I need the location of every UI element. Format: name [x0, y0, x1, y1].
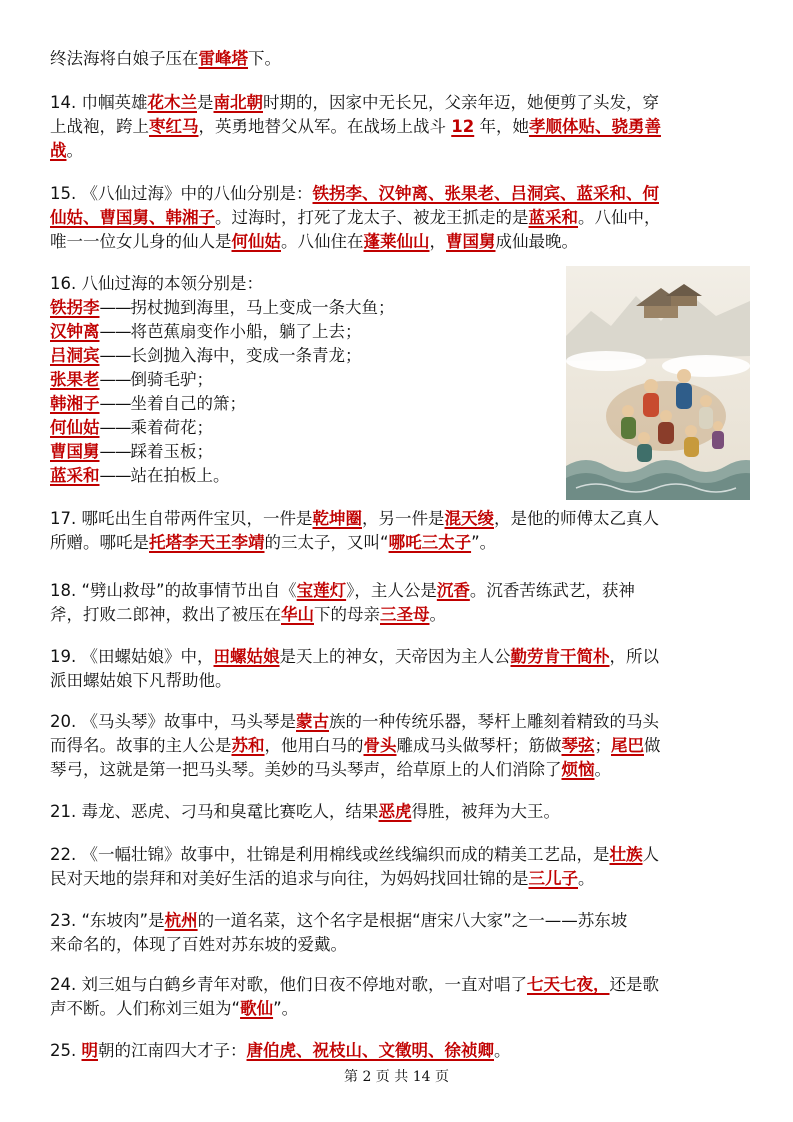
answer-text: 唐伯虎、祝枝山、文徵明、徐祯卿	[246, 1041, 494, 1060]
immortal-name: 蓝采和	[50, 466, 100, 485]
body-text: 琴弓，这就是第一把马头琴。美妙的马头琴声，给草原上的人们消除了	[50, 760, 562, 779]
answer-text: 仙姑、曹国舅、韩湘子	[50, 208, 215, 227]
answer-text: 歌仙	[240, 999, 274, 1018]
answer-text: 壮族	[609, 845, 643, 864]
paragraph-16-title: 16. 八仙过海的本领分别是：	[50, 274, 263, 293]
list-item	[50, 296, 560, 320]
body-text: 。	[594, 760, 611, 779]
body-text: 声不断。人们称刘三姐为“	[50, 999, 241, 1018]
body-text: 。	[494, 1041, 511, 1060]
paragraph-14	[50, 91, 750, 163]
list-item	[50, 440, 560, 464]
body-text: 而得名。故事的主人公是	[50, 736, 232, 755]
dash-separator: ——	[99, 466, 131, 485]
answer-text: 沉香	[436, 581, 470, 600]
paragraph-22	[50, 843, 750, 891]
immortal-ability: 倒骑毛驴；	[130, 370, 213, 389]
answer-text: 杭州	[164, 911, 198, 930]
body-text: 14. 巾帼英雄	[50, 93, 148, 112]
immortal-name: 韩湘子	[50, 394, 100, 413]
list-item	[50, 368, 560, 392]
body-text: 。沉香苦练武艺，获神	[469, 581, 635, 600]
immortal-ability: 拐杖抛到海里，马上变成一条大鱼；	[130, 298, 395, 317]
answer-text: 铁拐李、汉钟离、张果老、吕洞宾、蓝采和、何	[312, 184, 659, 203]
body-text: 时期的，因家中无长兄，父亲年迈，她便剪了头发，穿	[263, 93, 659, 112]
dash-separator: ——	[99, 394, 131, 413]
answer-text: 明	[81, 1041, 98, 1060]
answer-text: 苏和	[231, 736, 265, 755]
paragraph-20	[50, 710, 750, 782]
answer-text: 孝顺体贴、骁勇善	[528, 117, 661, 136]
page-footer: 第 2 页 共 14 页	[344, 1069, 449, 1085]
answer-text: 三圣母	[380, 605, 430, 624]
answer-text: 蓝采和	[528, 208, 578, 227]
body-text: 24. 刘三姐与白鹤乡青年对歌，他们日夜不停地对歌，一直对唱了	[50, 975, 527, 994]
body-text: 。过海时，打死了龙太子、被龙王抓走的是	[215, 208, 529, 227]
list-item	[50, 344, 560, 368]
body-text: 的三太子，又叫“	[264, 533, 389, 552]
answer-text: 12	[451, 117, 475, 136]
paragraph-23	[50, 909, 750, 957]
paragraph-19	[50, 645, 750, 693]
paragraph-17	[50, 507, 750, 555]
paragraph-25	[50, 1039, 750, 1063]
eight-immortals-painting	[566, 266, 750, 500]
answer-text: 花木兰	[147, 93, 197, 112]
immortal-ability: 坐着自己的箫；	[130, 394, 246, 413]
immortal-ability: 长剑抛入海中，变成一条青龙；	[130, 346, 362, 365]
dash-separator: ——	[99, 442, 131, 461]
body-text: 下的母亲	[314, 605, 380, 624]
immortal-name: 张果老	[50, 370, 100, 389]
answer-text: 混天绫	[444, 509, 494, 528]
body-text: 下。	[248, 49, 281, 68]
dash-separator: ——	[99, 346, 131, 365]
immortal-ability: 乘着荷花；	[130, 418, 213, 437]
body-text: 雕成马头做琴杆；筋做	[396, 736, 562, 755]
body-text: 17. 哪吒出生自带两件宝贝，一件是	[50, 509, 313, 528]
answer-text: 雷峰塔	[198, 49, 248, 68]
answer-text: 华山	[281, 605, 314, 624]
body-text: 》，主人公是	[346, 581, 437, 600]
body-text: 15. 《八仙过海》中的八仙分别是：	[50, 184, 313, 203]
body-text: 。	[578, 869, 595, 888]
body-text: 20. 《马头琴》故事中，马头琴是	[50, 712, 296, 731]
immortal-name: 铁拐李	[50, 298, 100, 317]
immortal-ability: 踩着玉板；	[130, 442, 213, 461]
body-text: 做	[644, 736, 661, 755]
answer-text: 何仙姑	[231, 232, 281, 251]
body-text: 年，她	[474, 117, 529, 136]
eight-immortals-list	[50, 296, 560, 488]
body-text: 来命名的，体现了百姓对苏东坡的爱戴。	[50, 935, 347, 954]
answer-text: 枣红马	[149, 117, 199, 136]
body-text: 民对天地的崇拜和对美好生活的追求与向往，为妈妈找回壮锦的是	[50, 869, 529, 888]
answer-text: 勤劳肯干简朴	[510, 647, 610, 666]
dash-separator: ——	[99, 370, 131, 389]
answer-text: 恶虎	[378, 802, 412, 821]
body-text: ，是他的师傅太乙真人	[494, 509, 659, 528]
list-item	[50, 320, 560, 344]
list-item	[50, 392, 560, 416]
body-text: 是天上的神女，天帝因为主人公	[279, 647, 511, 666]
body-text: 派田螺姑娘下凡帮助他。	[50, 671, 232, 690]
answer-text: 烦恼	[561, 760, 595, 779]
answer-text: 曹国舅	[446, 232, 496, 251]
immortal-name: 曹国舅	[50, 442, 100, 461]
paragraph-21	[50, 800, 750, 824]
body-text: 斧，打败二郎神，救出了被压在	[50, 605, 281, 624]
body-text: 。	[66, 141, 83, 160]
answer-text: 七天七夜，	[527, 975, 610, 994]
answer-text: 骨头	[363, 736, 397, 755]
list-item	[50, 416, 560, 440]
paragraph-24	[50, 973, 750, 1021]
answer-text: 尾巴	[611, 736, 644, 755]
body-text: 是	[197, 93, 214, 112]
body-text: 朝的江南四大才子：	[98, 1041, 247, 1060]
body-text: 得胜，被拜为大王。	[411, 802, 560, 821]
list-item	[50, 464, 560, 488]
dash-separator: ——	[99, 298, 131, 317]
body-text: 23. “东坡肉”是	[50, 911, 165, 930]
immortal-name: 何仙姑	[50, 418, 100, 437]
paragraph-18	[50, 579, 750, 627]
body-text: 。	[429, 605, 446, 624]
body-text: 19. 《田螺姑娘》中，	[50, 647, 214, 666]
answer-text: 田螺姑娘	[213, 647, 280, 666]
answer-text: 蒙古	[296, 712, 329, 731]
body-text: ，他用白马的	[264, 736, 364, 755]
dash-separator: ——	[99, 418, 131, 437]
body-text: 终法海将白娘子压在	[50, 49, 199, 68]
immortal-name: 吕洞宾	[50, 346, 100, 365]
answer-text: 三儿子	[528, 869, 578, 888]
body-text: 18. “劈山救母”的故事情节出自《	[50, 581, 297, 600]
paragraph-16	[50, 272, 560, 488]
body-text: 所赠。哪吒是	[50, 533, 149, 552]
body-text: ，所以	[609, 647, 659, 666]
body-text: 。八仙住在	[281, 232, 364, 251]
body-text: 。八仙中，	[578, 208, 661, 227]
body-text: 上战袍，跨上	[50, 117, 149, 136]
body-text: 唯一一位女儿身的仙人是	[50, 232, 232, 251]
body-text: 25.	[50, 1041, 82, 1060]
body-text: 族的一种传统乐器，琴杆上雕刻着精致的马头	[329, 712, 659, 731]
answer-text: 琴弦	[561, 736, 595, 755]
answer-text: 宝莲灯	[296, 581, 347, 600]
answer-text: 南北朝	[213, 93, 263, 112]
body-text: 的一道名菜，这个名字是根据“唐宋八大家”之一——苏东坡	[197, 911, 628, 930]
paragraph-15	[50, 182, 750, 254]
dash-separator: ——	[99, 322, 131, 341]
body-text: ”。	[273, 999, 299, 1018]
immortal-ability: 站在拍板上。	[130, 466, 230, 485]
answer-text: 蓬莱仙山	[363, 232, 430, 251]
immortal-ability: 将芭蕉扇变作小船，躺了上去；	[130, 322, 362, 341]
body-text: 人	[642, 845, 659, 864]
body-text: ，另一件是	[362, 509, 445, 528]
body-text: 还是歌	[609, 975, 659, 994]
body-text: ；	[594, 736, 611, 755]
body-text: ，英勇地替父从军。在战场上战斗	[198, 117, 452, 136]
answer-text: 战	[50, 141, 67, 160]
answer-text: 托塔李天王李靖	[149, 533, 265, 552]
answer-text: 乾坤圈	[312, 509, 362, 528]
body-text: 22. 《一幅壮锦》故事中，壮锦是利用棉线或丝线编织而成的精美工艺品，是	[50, 845, 610, 864]
body-text: 成仙最晚。	[495, 232, 578, 251]
body-text: 21. 毒龙、恶虎、刁马和臭鼋比赛吃人，结果	[50, 802, 379, 821]
body-text: ”。	[471, 533, 497, 552]
paragraph-13-tail	[50, 47, 750, 71]
immortal-name: 汉钟离	[50, 322, 100, 341]
answer-text: 哪吒三太子	[388, 533, 472, 552]
body-text: ，	[429, 232, 446, 251]
